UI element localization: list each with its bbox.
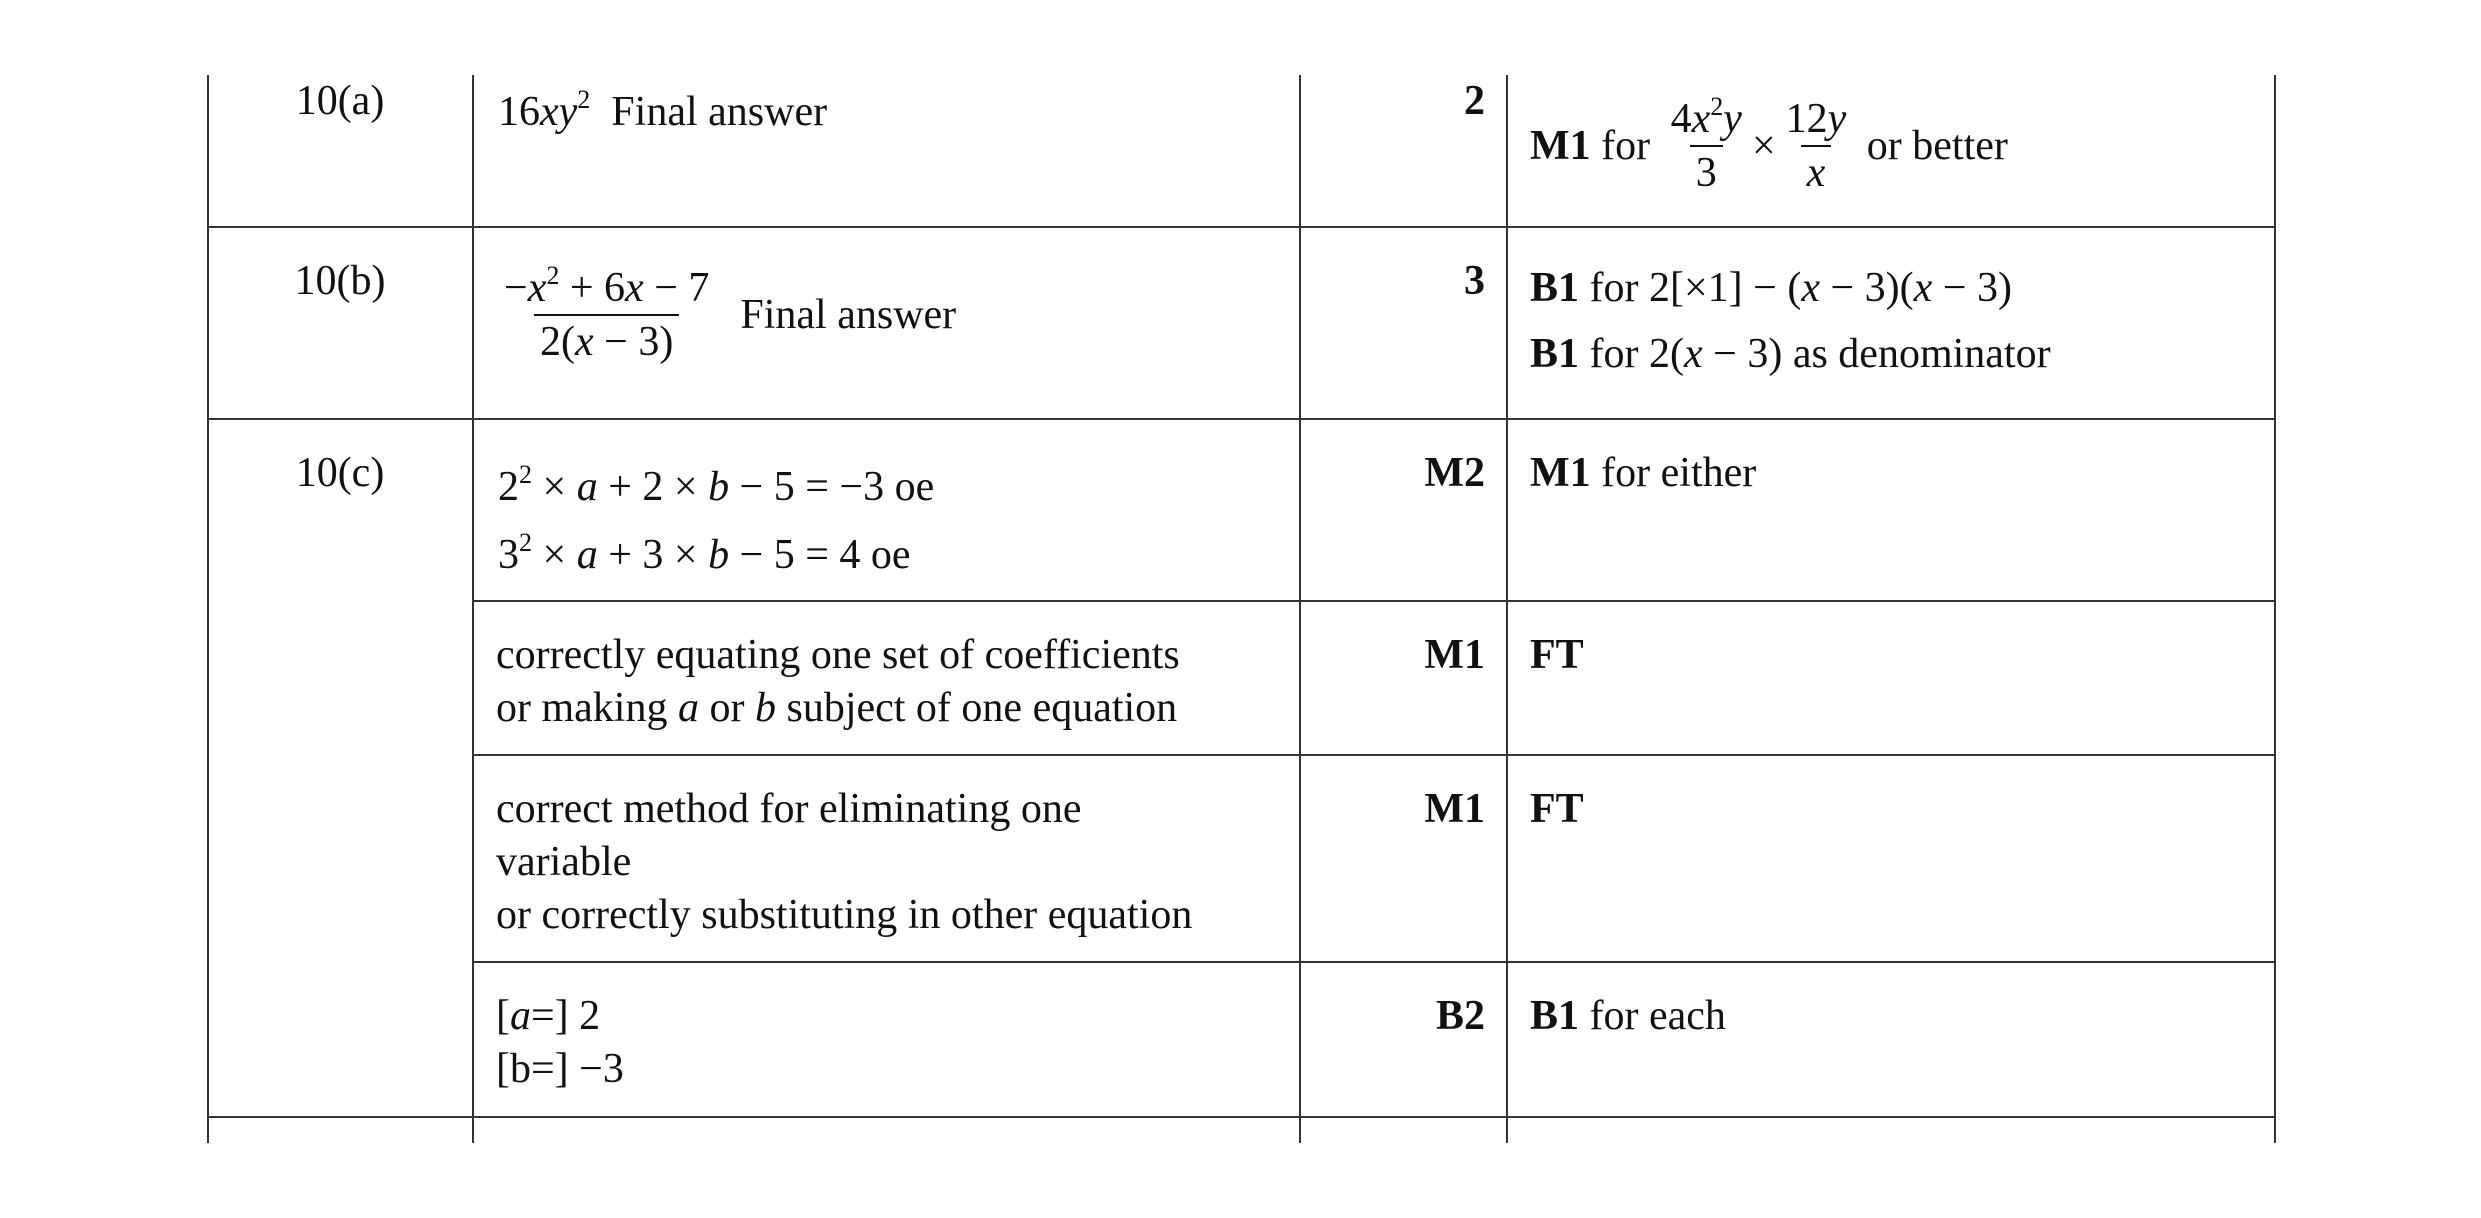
row-separator xyxy=(207,226,2276,228)
answer-cell xyxy=(498,453,934,589)
fraction-denominator: 2(x − 3) xyxy=(534,314,679,368)
question-number: 10(a) xyxy=(295,78,385,124)
table-border-right xyxy=(2274,75,2276,1143)
table-divider-question xyxy=(472,75,474,1143)
guidance-code: FT xyxy=(1530,632,1584,678)
answer-line: correctly equating one set of coefficients xyxy=(496,632,1180,678)
answer-line: [b=] −3 xyxy=(496,1046,624,1092)
mark-value: B2 xyxy=(1435,993,1485,1039)
question-number: 10(c) xyxy=(295,450,385,496)
mark-value: M1 xyxy=(1424,786,1485,832)
question-number: 10(b) xyxy=(294,258,386,304)
sub-row-separator xyxy=(472,961,2276,963)
row-separator xyxy=(207,418,2276,420)
equation-line: $3^2 \times a + 3 \times b - 5 = 4$ oe xyxy=(498,528,911,578)
fraction-denominator: x xyxy=(1801,145,1832,199)
fraction xyxy=(498,262,715,368)
answer-line: variable xyxy=(496,839,632,885)
guidance-suffix: or better xyxy=(1866,122,2008,169)
mark-value: M2 xyxy=(1424,450,1485,496)
guidance-code: M1 xyxy=(1530,450,1591,496)
answer-line: or making a or b subject of one equation xyxy=(496,685,1178,731)
mark-value: 3 xyxy=(1464,258,1485,304)
guidance-for: for xyxy=(1601,122,1651,169)
fraction-numerator: $-x^2 + 6x - 7$ xyxy=(504,261,710,311)
guidance-code: FT xyxy=(1530,786,1584,832)
mark-value: 2 xyxy=(1464,78,1485,124)
answer-suffix: Final answer xyxy=(740,291,957,338)
answer-line: or correctly substituting in other equation xyxy=(496,892,1193,938)
guidance-code: M1 xyxy=(1530,122,1591,169)
answer-cell xyxy=(498,86,827,139)
answer-coef: 16 xyxy=(498,89,540,135)
fraction-numerator: $4x^2y$ xyxy=(1670,92,1742,142)
answer-cell xyxy=(496,990,624,1096)
guidance-cell xyxy=(1530,447,1756,500)
fraction xyxy=(1780,93,1853,199)
guidance-text: for either xyxy=(1601,450,1757,496)
answer-suffix: Final answer xyxy=(611,89,828,135)
equation-line: $2^2 \times a + 2 \times b - 5 = -3$ oe xyxy=(498,460,935,510)
guidance-line: B1 for 2[×1] − (x − 3)(x − 3) xyxy=(1530,265,2012,311)
row-separator xyxy=(207,1116,2276,1118)
fraction xyxy=(1665,93,1748,199)
answer-cell xyxy=(496,629,1180,735)
table-border-left xyxy=(207,75,209,1143)
answer-exp: 2 xyxy=(577,85,591,114)
sub-row-separator xyxy=(472,754,2276,756)
guidance-cell xyxy=(1530,990,1726,1043)
guidance-cell xyxy=(1530,86,2008,206)
answer-cell xyxy=(498,262,956,368)
answer-line: [a=] 2 xyxy=(496,993,601,1039)
guidance-line: B1 for 2(x − 3) as denominator xyxy=(1530,331,2051,377)
table-divider-mark xyxy=(1506,75,1508,1143)
guidance-cell xyxy=(1530,255,2051,387)
sub-row-separator xyxy=(472,600,2276,602)
table-divider-answer xyxy=(1299,75,1301,1143)
guidance-code: B1 xyxy=(1530,993,1580,1039)
answer-cell xyxy=(496,783,1192,942)
fraction-denominator: 3 xyxy=(1690,145,1723,199)
fraction-numerator: 12y xyxy=(1785,96,1847,142)
guidance-text: for each xyxy=(1589,993,1726,1039)
mark-value: M1 xyxy=(1424,632,1485,678)
answer-line: correct method for eliminating one xyxy=(496,786,1082,832)
times-sign: × xyxy=(1751,122,1776,169)
answer-var: xy xyxy=(540,89,578,135)
